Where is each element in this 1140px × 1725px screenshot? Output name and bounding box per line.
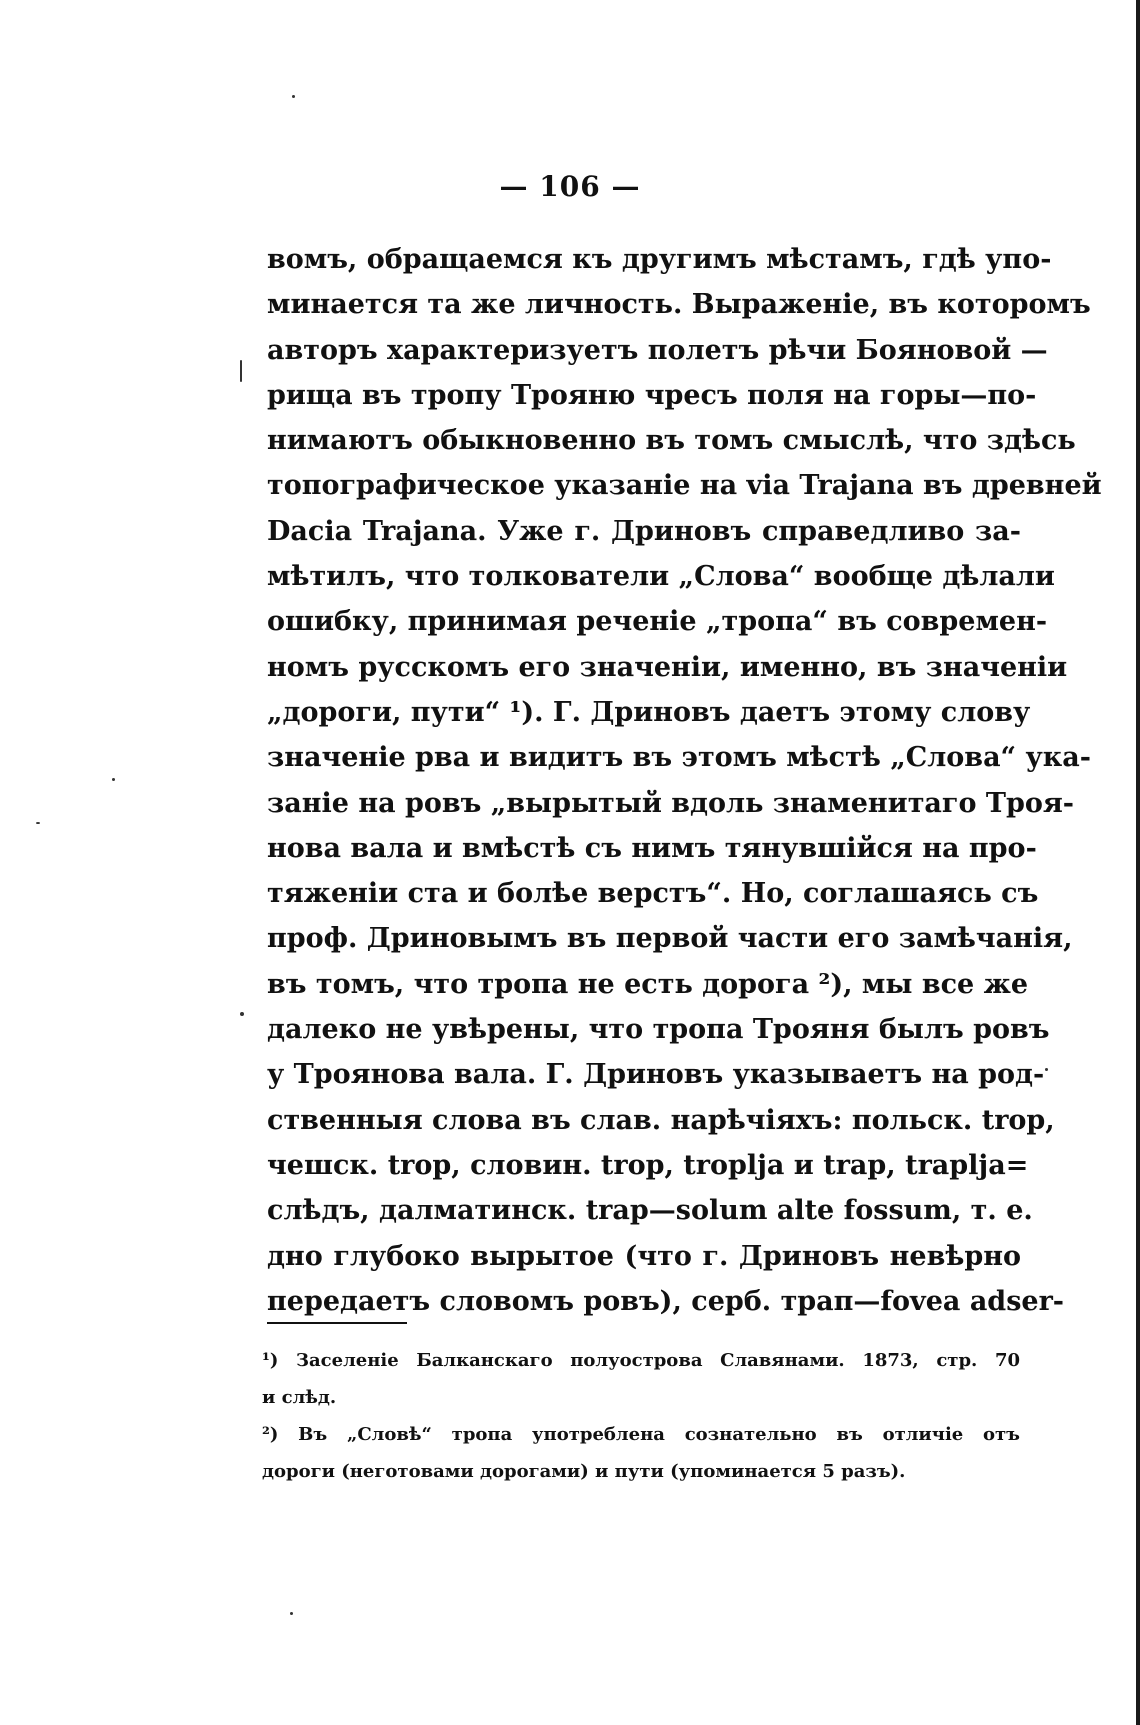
text-line: мѣтилъ, что толкователи „Слова“ вообще дѣлали <box>267 561 1055 593</box>
text-line: рища въ тропу Трояню чресъ поля на горы—по- <box>267 379 1037 411</box>
page-number: — 106 — <box>499 170 641 203</box>
text-line: далеко не увѣрены, что тропа Трояня былъ ровъ <box>267 1014 1050 1046</box>
text-line: дно глубоко вырытое (что г. Дриновъ невѣрно <box>267 1240 1021 1272</box>
text-line: передаетъ словомъ ровъ), серб. трап—fovea adser- <box>267 1285 1065 1317</box>
footnote-2-line-1: ²) Въ „Словѣ“ тропа употреблена сознательно въ отличіе отъ <box>262 1424 1020 1445</box>
text-line: тяженіи ста и болѣе верстъ“. Но, соглашаясь съ <box>267 878 1039 910</box>
scan-speck <box>290 1612 293 1615</box>
text-line: вомъ, обращаемся къ другимъ мѣстамъ, гдѣ упо- <box>267 244 1052 275</box>
text-line: нимаютъ обыкновенно въ томъ смыслѣ, что здѣсь <box>267 425 1076 457</box>
scan-speck <box>36 822 40 824</box>
text-line: у Троянова вала. Г. Дриновъ указываетъ на род- <box>267 1059 1045 1091</box>
scan-speck <box>112 778 115 781</box>
text-line: минается та же личность. Выраженіе, въ которомъ <box>267 289 1091 321</box>
footnote-1-line-1: ¹) Заселеніе Балканскаго полуострова Славянами. 1873, стр. 70 <box>262 1350 1020 1371</box>
body-text <box>267 237 1102 1324</box>
text-line: „дороги, пути“ ¹). Г. Дриновъ даетъ этому слову <box>267 696 1031 728</box>
text-line: чешск. trop, словин. trop, troplja и trap, traplja= <box>267 1149 1029 1181</box>
page-edge-shadow <box>1136 0 1140 1725</box>
text-line: Dacia Trajana. Уже г. Дриновъ справедливо за- <box>267 515 1021 547</box>
scan-speck <box>240 1012 244 1016</box>
text-line: топографическое указаніе на via Trajana въ древней <box>267 470 1102 502</box>
text-line: слѣдъ, далматинск. trap—solum alte fossum, т. е. <box>267 1195 1033 1227</box>
scan-speck <box>292 95 295 98</box>
text-line: заніе на ровъ „вырытый вдоль знаменитаго Троя- <box>267 787 1075 819</box>
footnote-2-line-2: дороги (неготовами дорогами) и пути (упоминается 5 разъ). <box>262 1461 906 1482</box>
text-line: нова вала и вмѣстѣ съ нимъ тянувшійся на про- <box>267 832 1037 864</box>
text-line: ошибку, принимая реченіе „тропа“ въ современ- <box>267 606 1048 638</box>
footnote-separator <box>267 1322 407 1324</box>
footnotes <box>262 1342 1020 1490</box>
text-line: въ томъ, что тропа не есть дорога ²), мы все же <box>267 968 1029 1000</box>
text-line: авторъ характеризуетъ полетъ рѣчи Бояновой — <box>267 334 1048 366</box>
text-line: значеніе рва и видитъ въ этомъ мѣстѣ „Слова“ ука- <box>267 742 1091 774</box>
footnote-1-line-2: и слѣд. <box>262 1387 337 1408</box>
scan-speck <box>240 360 242 382</box>
scan-speck <box>1045 1068 1048 1071</box>
text-line: ственныя слова въ слав. нарѣчіяхъ: польск. trop, <box>267 1104 1055 1136</box>
text-line: проф. Дриновымъ въ первой части его замѣчанія, <box>267 923 1073 955</box>
text-line: номъ русскомъ его значеніи, именно, въ значеніи <box>267 651 1068 683</box>
